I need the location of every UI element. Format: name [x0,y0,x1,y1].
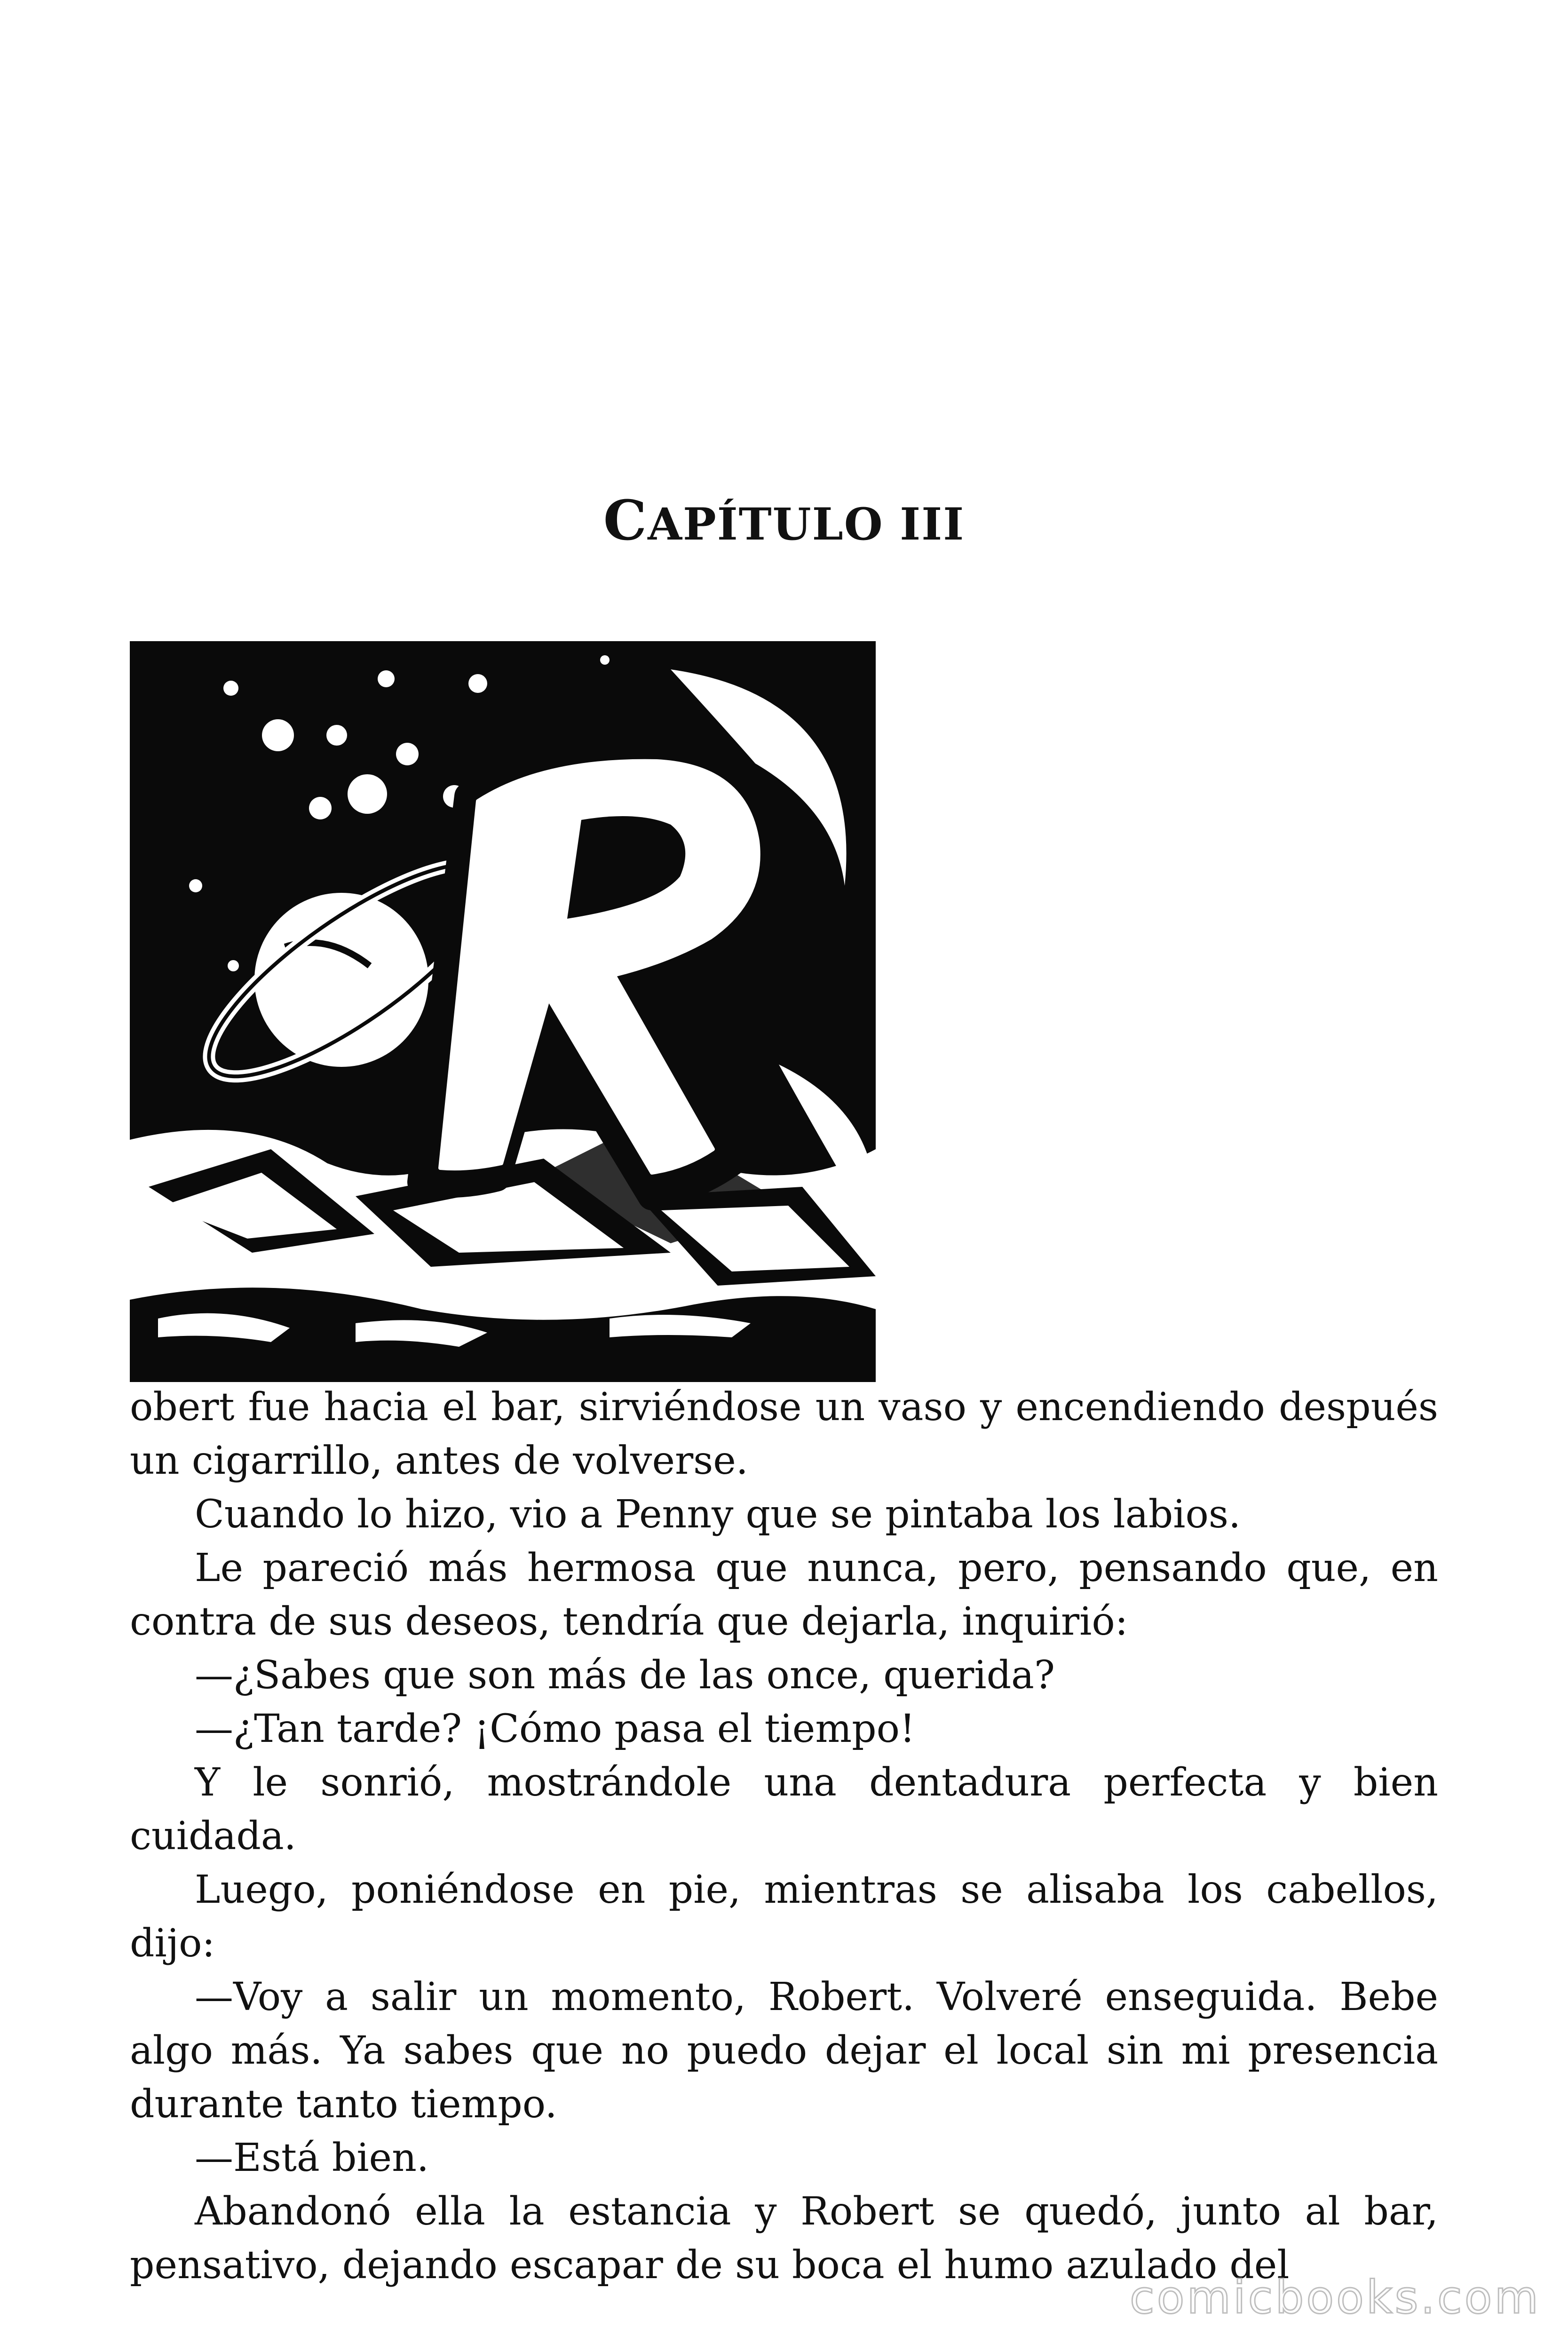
dialogue-line: —Voy a salir un momento, Robert. Volveré enseguida. Bebe algo más. Ya sabes que no puedo dejar el local sin mi presencia durante tanto tiempo. [130,1975,1438,2127]
chapter-title-initial: C [603,488,648,553]
dialogue-line: —¿Sabes que son más de las once, querida? [195,1653,1055,1698]
chapter-title [0,488,1568,554]
paragraph: Le pareció más hermosa que nunca, pero, pensando que, en contra de sus deseos, tendría que dejarla, inquirió: [130,1546,1438,1644]
chapter-title-rest: APÍTULO III [648,498,965,550]
chapter-body [130,1381,1438,2292]
paragraph: obert fue hacia el bar, sirviéndose un vaso y encendiendo después un cigarrillo, antes de volverse. [130,1385,1438,1483]
dropcap-r-illustration [130,641,876,1382]
dialogue-line: —Está bien. [195,2136,429,2180]
paragraph: Cuando lo hizo, vio a Penny que se pintaba los labios. [195,1492,1241,1537]
paragraph: Luego, poniéndose en pie, mientras se alisaba los cabellos, dijo: [130,1867,1438,1966]
paragraph: Abandonó ella la estancia y Robert se quedó, junto al bar, pensativo, dejando escapar de su boca el humo azulado del [130,2189,1438,2288]
watermark: comicbooks.com [1129,2271,1541,2324]
dialogue-line: —¿Tan tarde? ¡Cómo pasa el tiempo! [195,1707,915,1751]
paragraph: Y le sonrió, mostrándole una dentadura perfecta y bien cuidada. [130,1760,1438,1859]
